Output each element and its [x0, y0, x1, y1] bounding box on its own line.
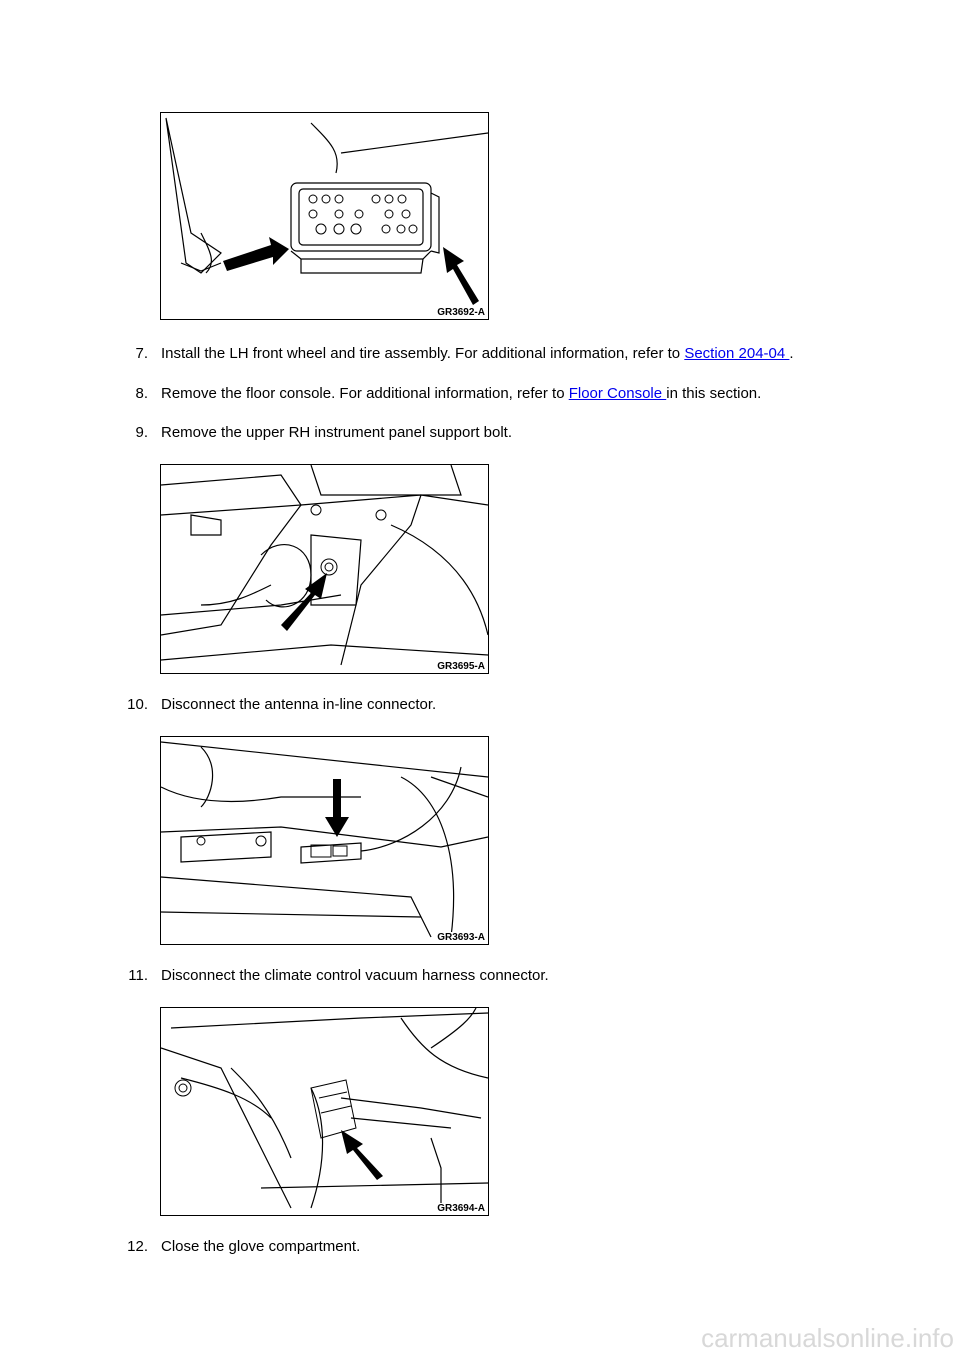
figure-code: GR3695-A — [437, 661, 485, 672]
figure-code: GR3694-A — [437, 1203, 485, 1214]
figure-antenna-connector — [160, 736, 489, 945]
step-number: 11. — [128, 967, 148, 984]
figure-connector — [160, 112, 489, 320]
vacuum-harness-illustration — [161, 1008, 488, 1215]
figure-vacuum-harness-connector — [160, 1007, 489, 1216]
step-number: 7. — [135, 345, 148, 362]
figure-code: GR3693-A — [437, 932, 485, 943]
figure-support-bolt — [160, 464, 489, 674]
step-text: Remove the upper RH instrument panel support bolt. — [161, 424, 513, 441]
connector-illustration — [161, 113, 488, 319]
floor-console-link[interactable]: Floor Console — [568, 385, 667, 402]
step-number: 10. — [127, 696, 148, 713]
step-text: Close the glove compartment. — [161, 1238, 361, 1255]
step-text: Install the LH front wheel and tire assembly. For additional information, refer to Section 204-04 . — [161, 345, 794, 362]
antenna-connector-illustration — [161, 737, 488, 944]
step-text: Remove the floor console. For additional information, refer to Floor Console in this section. — [161, 385, 762, 402]
step-number: 9. — [135, 424, 148, 441]
support-bolt-illustration — [161, 465, 488, 673]
step-text: Disconnect the antenna in-line connector. — [161, 696, 437, 713]
figure-code: GR3692-A — [437, 307, 485, 318]
step-number: 12. — [127, 1238, 148, 1255]
section-204-04-link[interactable]: Section 204-04 — [684, 345, 790, 362]
step-number: 8. — [135, 385, 148, 402]
watermark: carmanualsonline.info — [701, 1323, 954, 1353]
step-text: Disconnect the climate control vacuum harness connector. — [161, 967, 549, 984]
